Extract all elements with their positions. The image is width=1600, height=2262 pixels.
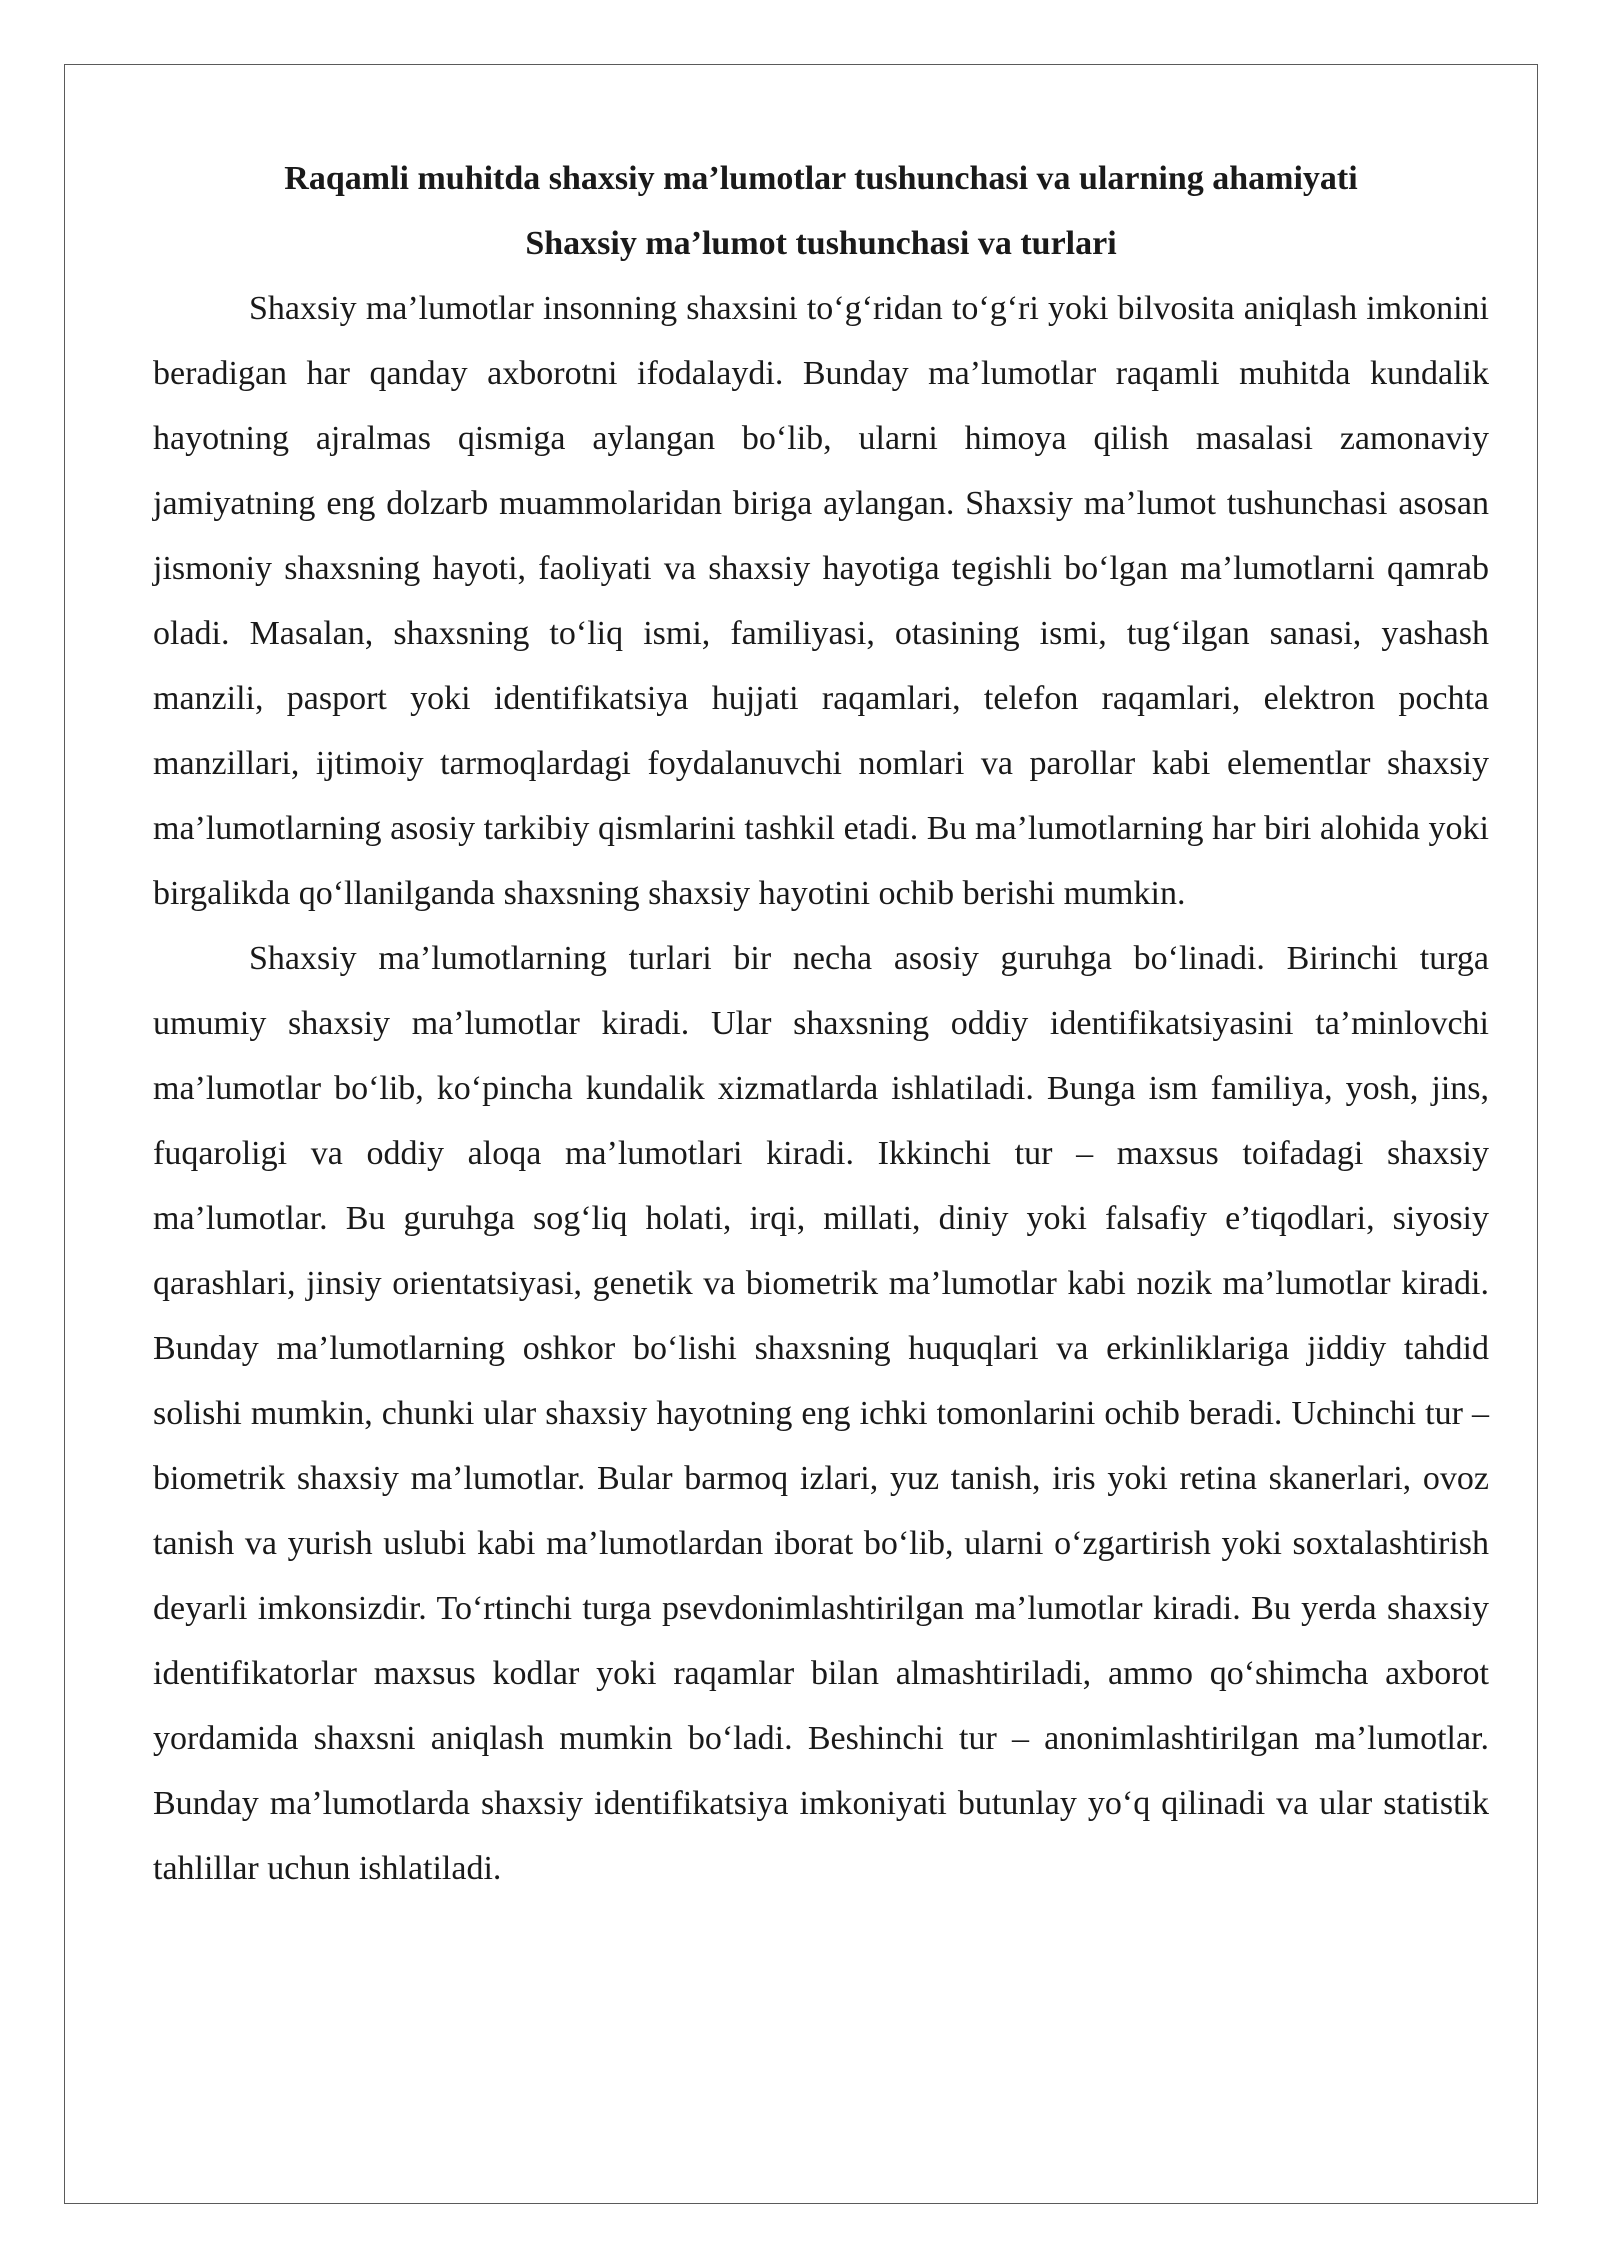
document-body xyxy=(153,146,1489,1901)
paragraph-1: Shaxsiy ma’lumotlar insonning shaxsini to‘g‘ridan to‘g‘ri yoki bilvosita aniqlash imkonini beradigan har qanday axborotni ifodalaydi. Bunday ma’lumotlar raqamli muhitda kundalik hayotning ajralmas qismiga aylangan bo‘lib, ularni himoya qilish masalasi zamonaviy jamiyatning eng dolzarb muammolaridan biriga aylangan. Shaxsiy ma’lumot tushunchasi asosan jismoniy shaxsning hayoti, faoliyati va shaxsiy hayotiga tegishli bo‘lgan ma’lumotlarni qamrab oladi. Masalan, shaxsning to‘liq ismi, familiyasi, otasining ismi, tug‘ilgan sanasi, yashash manzili, pasport yoki identifikatsiya hujjati raqamlari, telefon raqamlari, elektron pochta manzillari, ijtimoiy tarmoqlardagi foydalanuvchi nomlari va parollar kabi elementlar shaxsiy ma’lumotlarning asosiy tarkibiy qismlarini tashkil etadi. Bu ma’lumotlarning har biri alohida yoki birgalikda qo‘llanilganda shaxsning shaxsiy hayotini ochib berishi mumkin. xyxy=(153,290,1489,912)
section-heading: Shaxsiy ma’lumot tushunchasi va turlari xyxy=(525,225,1117,262)
document-title: Raqamli muhitda shaxsiy ma’lumotlar tushunchasi va ularning ahamiyati xyxy=(284,160,1358,197)
paragraph-2: Shaxsiy ma’lumotlarning turlari bir necha asosiy guruhga bo‘linadi. Birinchi turga umumiy shaxsiy ma’lumotlar kiradi. Ular shaxsning oddiy identifikatsiyasini ta’minlovchi ma’lumotlar bo‘lib, ko‘pincha kundalik xizmatlarda ishlatiladi. Bunga ism familiya, yosh, jins, fuqaroligi va oddiy aloqa ma’lumotlari kiradi. Ikkinchi tur – maxsus toifadagi shaxsiy ma’lumotlar. Bu guruhga sog‘liq holati, irqi, millati, diniy yoki falsafiy e’tiqodlari, siyosiy qarashlari, jinsiy orientatsiyasi, genetik va biometrik ma’lumotlar kabi nozik ma’lumotlar kiradi. Bunday ma’lumotlarning oshkor bo‘lishi shaxsning huquqlari va erkinliklariga jiddiy tahdid solishi mumkin, chunki ular shaxsiy hayotning eng ichki tomonlarini ochib beradi. Uchinchi tur – biometrik shaxsiy ma’lumotlar. Bular barmoq izlari, yuz tanish, iris yoki retina skanerlari, ovoz tanish va yurish uslubi kabi ma’lumotlardan iborat bo‘lib, ularni o‘zgartirish yoki soxtalashtirish deyarli imkonsizdir. To‘rtinchi turga psevdonimlashtirilgan ma’lumotlar kiradi. Bu yerda shaxsiy identifikatorlar maxsus kodlar yoki raqamlar bilan almashtiriladi, ammo qo‘shimcha axborot yordamida shaxsni aniqlash mumkin bo‘ladi. Beshinchi tur – anonimlashtirilgan ma’lumotlar. Bunday ma’lumotlarda shaxsiy identifikatsiya imkoniyati butunlay yo‘q qilinadi va ular statistik tahlillar uchun ishlatiladi. xyxy=(153,940,1489,1887)
